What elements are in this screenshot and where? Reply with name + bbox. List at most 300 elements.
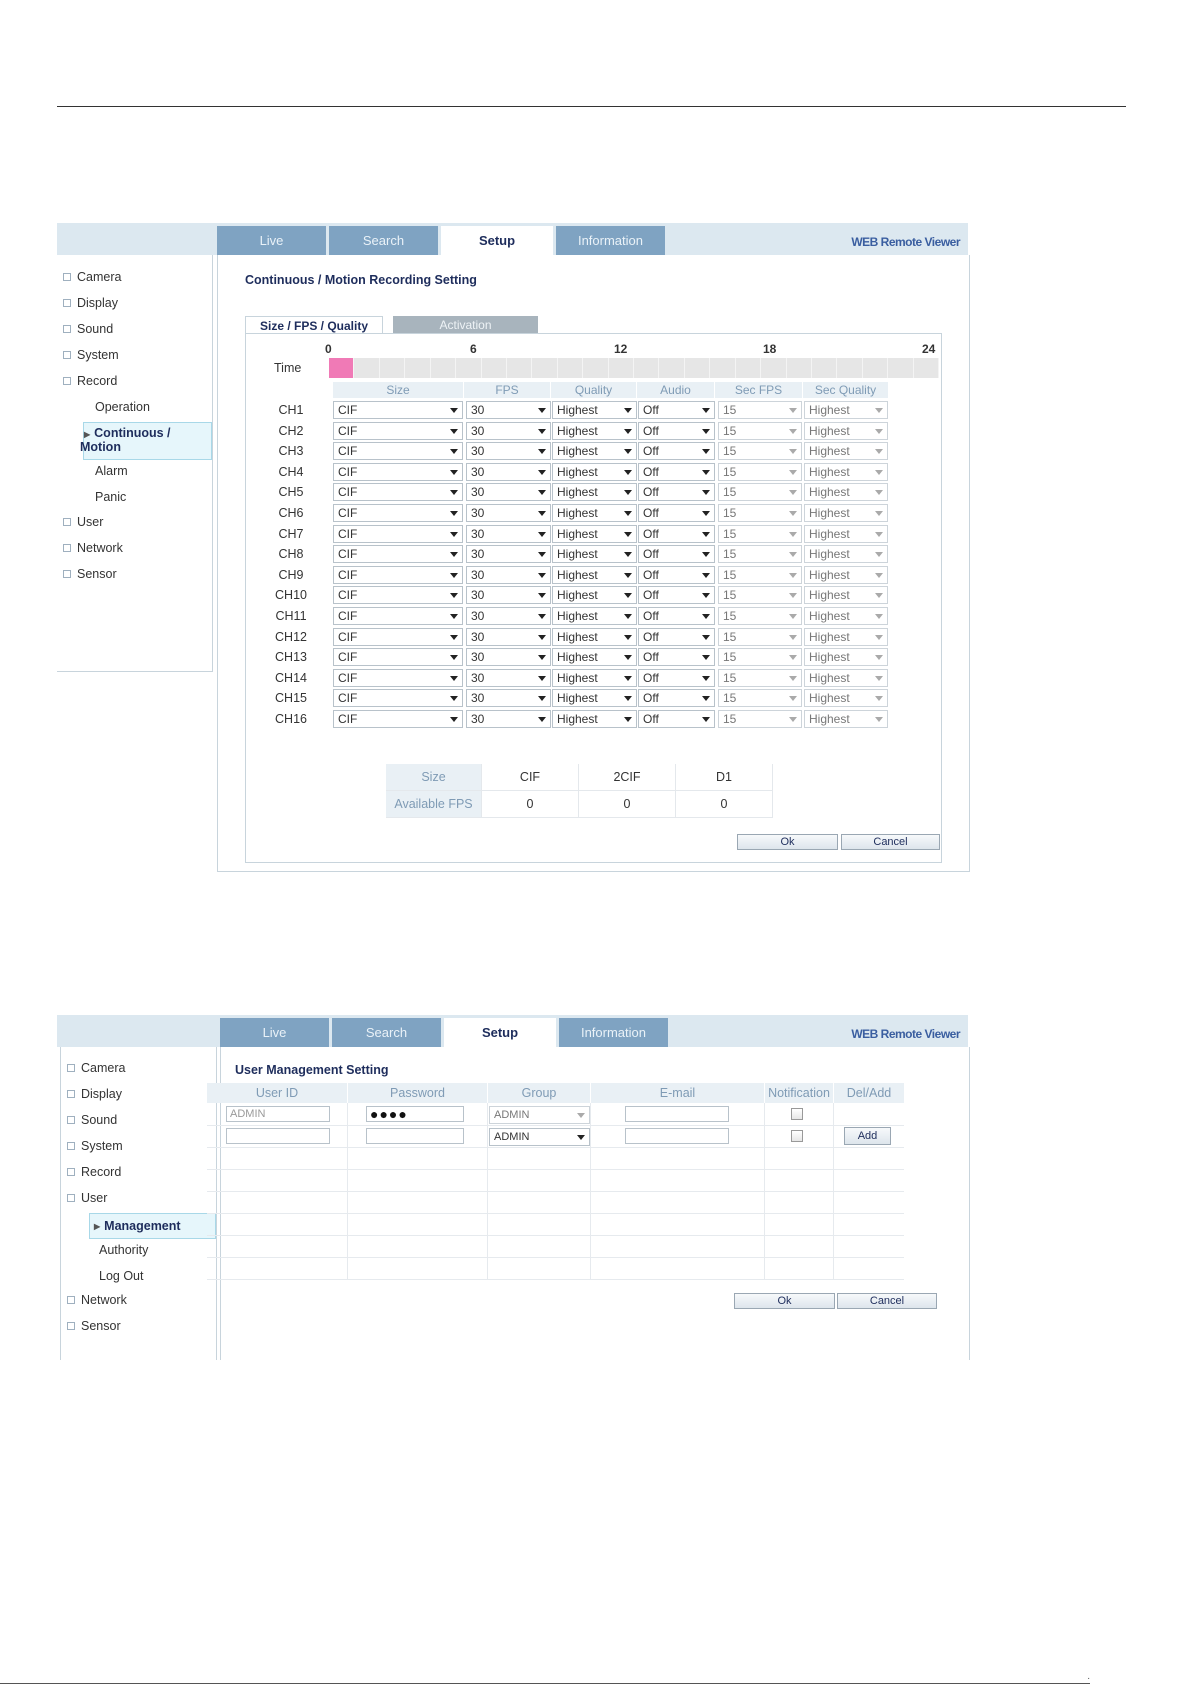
quality-select[interactable]	[552, 669, 637, 687]
quality-select[interactable]	[552, 442, 637, 460]
quality-select[interactable]	[552, 607, 637, 625]
subtab-activation[interactable]: Activation	[393, 316, 538, 333]
audio-select[interactable]	[638, 483, 715, 501]
fps-select[interactable]	[466, 607, 551, 625]
dropdown-arrow-icon	[450, 470, 458, 475]
tab-setup[interactable]: Setup	[441, 226, 553, 255]
sec-quality-select[interactable]	[804, 422, 888, 440]
audio-select[interactable]	[638, 525, 715, 543]
table-row	[207, 1192, 904, 1214]
column-header-sec-quality: Sec Quality	[803, 382, 888, 398]
select-value: Highest	[809, 403, 850, 417]
select-value: ADMIN	[494, 1131, 530, 1143]
sidebar-item-sound[interactable]	[63, 322, 113, 336]
fps-select[interactable]	[466, 504, 551, 522]
sidebar-item-user[interactable]	[63, 515, 103, 529]
dropdown-arrow-icon	[702, 552, 710, 557]
timeline-hour-cell[interactable]	[431, 358, 456, 378]
tab-search[interactable]: Search	[332, 1018, 441, 1047]
sidebar-item-network[interactable]	[63, 541, 123, 555]
quality-select[interactable]	[552, 401, 637, 419]
timeline-hour-cell[interactable]	[761, 358, 786, 378]
timeline-hour-cell[interactable]	[507, 358, 532, 378]
channel-label: CH5	[278, 485, 304, 500]
password-field[interactable]: ●●●●	[366, 1106, 464, 1122]
select-value: Highest	[557, 650, 598, 665]
fps-available-value: 0	[579, 791, 676, 818]
sidebar-item-camera[interactable]	[67, 1061, 125, 1075]
select-value: Off	[643, 464, 659, 479]
sec-quality-select[interactable]	[804, 628, 888, 646]
sec-fps-select[interactable]	[718, 525, 802, 543]
sec-quality-select[interactable]	[804, 669, 888, 687]
timeline-hour-cell[interactable]	[354, 358, 379, 378]
cancel-button[interactable]: Cancel	[837, 1293, 937, 1309]
size-select[interactable]	[333, 628, 463, 646]
select-value: Highest	[809, 567, 850, 582]
dropdown-arrow-icon	[624, 593, 632, 598]
sec-quality-select[interactable]	[804, 689, 888, 707]
timeline-hour-cell[interactable]	[583, 358, 608, 378]
size-select[interactable]	[333, 689, 463, 707]
select-value: Off	[643, 423, 659, 438]
sec-quality-select[interactable]	[804, 648, 888, 666]
sec-fps-select[interactable]	[718, 483, 802, 501]
select-value: Highest	[557, 444, 598, 459]
sidebar-item-authority[interactable]: Authority	[99, 1243, 149, 1257]
tab-search[interactable]: Search	[329, 226, 438, 255]
size-select[interactable]	[333, 669, 463, 687]
select-value: 15	[723, 609, 737, 623]
dropdown-arrow-icon	[450, 429, 458, 434]
dropdown-arrow-icon	[702, 429, 710, 434]
sec-fps-select[interactable]	[718, 545, 802, 563]
page-title: User Management Setting	[235, 1063, 389, 1077]
dropdown-arrow-icon	[538, 470, 546, 475]
sec-fps-select[interactable]	[718, 710, 802, 728]
table-row	[207, 1236, 904, 1258]
size-select[interactable]	[333, 566, 463, 584]
fps-select[interactable]	[466, 628, 551, 646]
timeline-hour-cell[interactable]	[609, 358, 634, 378]
fps-size-value: D1	[676, 764, 773, 791]
dropdown-arrow-icon	[450, 490, 458, 495]
dropdown-arrow-icon	[702, 614, 710, 619]
page-bottom-rule	[0, 1683, 1090, 1684]
sec-quality-select[interactable]	[804, 525, 888, 543]
fps-select[interactable]	[466, 648, 551, 666]
sidebar-item-label: User	[77, 515, 104, 529]
dropdown-arrow-icon	[538, 532, 546, 537]
add-user-button[interactable]: Add	[844, 1127, 891, 1145]
quality-select[interactable]	[552, 422, 637, 440]
timeline-hour-cell[interactable]	[659, 358, 684, 378]
timeline-hour-cell[interactable]	[888, 358, 913, 378]
dropdown-arrow-icon	[450, 408, 458, 413]
size-select[interactable]	[333, 483, 463, 501]
select-value: Highest	[809, 444, 850, 459]
column-divider	[764, 1103, 765, 1279]
expand-icon	[63, 544, 71, 552]
timeline-hour-cell[interactable]	[482, 358, 507, 378]
sidebar-item-operation[interactable]: Operation	[95, 400, 150, 414]
tab-live[interactable]: Live	[220, 1018, 329, 1047]
group-select[interactable]	[489, 1128, 590, 1146]
timeline-hour-cell[interactable]	[710, 358, 735, 378]
timeline-hour-cell[interactable]	[456, 358, 481, 378]
sec-fps-select[interactable]	[718, 586, 802, 604]
expand-icon	[67, 1194, 75, 1202]
audio-select[interactable]	[638, 504, 715, 522]
select-value: 15	[723, 464, 737, 479]
select-value: 30	[471, 506, 485, 520]
select-value: Highest	[809, 547, 850, 562]
select-value: 30	[471, 526, 485, 541]
table-row	[207, 1148, 904, 1170]
dropdown-arrow-icon	[624, 573, 632, 578]
fps-select[interactable]	[466, 401, 551, 419]
quality-select[interactable]	[552, 689, 637, 707]
select-value: Highest	[557, 526, 598, 541]
dropdown-arrow-icon	[875, 429, 883, 434]
sidebar-item-alarm[interactable]: Alarm	[95, 464, 128, 478]
dropdown-arrow-icon	[875, 449, 883, 454]
user-id-field[interactable]: ADMIN	[226, 1106, 330, 1122]
size-select[interactable]	[333, 401, 463, 419]
select-value: CIF	[338, 588, 358, 603]
audio-select[interactable]	[638, 401, 715, 419]
timeline-hour-cell[interactable]	[837, 358, 862, 378]
tab-information[interactable]: Information	[556, 226, 665, 255]
column-header-audio: Audio	[637, 382, 714, 398]
audio-select[interactable]	[638, 710, 715, 728]
channel-label: CH1	[278, 403, 304, 417]
sec-quality-select[interactable]	[804, 463, 888, 481]
fps-select[interactable]	[466, 710, 551, 728]
select-value: Off	[643, 629, 659, 644]
audio-select[interactable]	[638, 586, 715, 604]
group-select[interactable]	[489, 1106, 590, 1124]
select-value: Highest	[809, 464, 850, 479]
timeline-hour-cell[interactable]	[736, 358, 761, 378]
sec-quality-select[interactable]	[804, 586, 888, 604]
column-header-quality: Quality	[551, 382, 636, 398]
audio-select[interactable]	[638, 607, 715, 625]
fps-select[interactable]	[466, 566, 551, 584]
select-value: Highest	[557, 547, 598, 562]
quality-select[interactable]	[552, 483, 637, 501]
tab-live[interactable]: Live	[217, 226, 326, 255]
select-value: Highest	[809, 609, 850, 623]
size-select[interactable]	[333, 463, 463, 481]
sidebar-item-display[interactable]	[67, 1087, 122, 1101]
dropdown-arrow-icon	[875, 408, 883, 413]
dropdown-arrow-icon	[450, 717, 458, 722]
audio-select[interactable]	[638, 689, 715, 707]
select-value: 15	[723, 670, 737, 685]
size-select[interactable]	[333, 525, 463, 543]
dropdown-arrow-icon	[875, 573, 883, 578]
select-value: CIF	[338, 650, 358, 665]
timeline-hour-cell[interactable]	[380, 358, 405, 378]
quality-select[interactable]	[552, 504, 637, 522]
dropdown-arrow-icon	[702, 696, 710, 701]
size-select[interactable]	[333, 545, 463, 563]
dropdown-arrow-icon	[624, 470, 632, 475]
timeline-hour-cell[interactable]	[405, 358, 430, 378]
recording-panel	[245, 333, 942, 863]
sec-quality-select[interactable]	[804, 504, 888, 522]
dropdown-arrow-icon	[875, 717, 883, 722]
ok-button[interactable]: Ok	[737, 834, 838, 850]
quality-select[interactable]	[552, 648, 637, 666]
sec-fps-select[interactable]	[718, 607, 802, 625]
channel-label: CH7	[278, 526, 304, 541]
sidebar-item-record[interactable]	[67, 1165, 121, 1179]
sec-quality-select[interactable]	[804, 401, 888, 419]
sec-fps-select[interactable]	[718, 442, 802, 460]
select-value: Off	[643, 567, 659, 582]
timeline-tick: 6	[470, 342, 477, 356]
sidebar-item-user[interactable]	[67, 1191, 107, 1205]
sidebar-item-label: Record	[77, 374, 118, 388]
select-value: 30	[471, 691, 485, 706]
audio-select[interactable]	[638, 545, 715, 563]
timeline-hour-cell[interactable]	[787, 358, 812, 378]
column-divider	[833, 1103, 834, 1279]
channel-label: CH10	[275, 588, 307, 603]
select-value: 15	[723, 485, 737, 500]
dropdown-arrow-icon	[702, 511, 710, 516]
cancel-button[interactable]: Cancel	[841, 834, 940, 850]
timeline-tick: 18	[763, 342, 777, 356]
timeline-hour-cell[interactable]	[685, 358, 710, 378]
dropdown-arrow-icon	[875, 593, 883, 598]
select-value: Off	[643, 526, 659, 541]
sec-quality-select[interactable]	[804, 545, 888, 563]
quality-select[interactable]	[552, 710, 637, 728]
password-field[interactable]	[366, 1128, 464, 1144]
dropdown-arrow-icon	[702, 676, 710, 681]
audio-select[interactable]	[638, 628, 715, 646]
sidebar-menu	[60, 1047, 217, 1360]
tab-setup[interactable]: Setup	[444, 1018, 556, 1047]
select-value: Off	[643, 403, 659, 417]
quality-select[interactable]	[552, 628, 637, 646]
sec-fps-select[interactable]	[718, 628, 802, 646]
column-header-email: E-mail	[591, 1083, 764, 1103]
fps-size-header: Size	[386, 764, 482, 791]
select-value: Highest	[809, 691, 850, 706]
dropdown-arrow-icon	[577, 1135, 585, 1140]
sidebar-item-continuous-motion[interactable]	[80, 422, 212, 460]
sidebar-item-label: Camera	[77, 270, 122, 284]
sec-fps-select[interactable]	[718, 401, 802, 419]
audio-select[interactable]	[638, 463, 715, 481]
sec-fps-select[interactable]	[718, 504, 802, 522]
content-area	[220, 1047, 970, 1360]
expand-icon	[67, 1168, 75, 1176]
sidebar-menu	[57, 255, 213, 672]
size-select[interactable]	[333, 442, 463, 460]
timeline-hour-cell[interactable]	[329, 358, 354, 378]
size-select[interactable]	[333, 586, 463, 604]
timeline-hour-cell[interactable]	[558, 358, 583, 378]
dropdown-arrow-icon	[789, 573, 797, 578]
sidebar-item-record[interactable]	[63, 374, 117, 388]
timeline-hour-cell[interactable]	[634, 358, 659, 378]
tab-information[interactable]: Information	[559, 1018, 668, 1047]
select-value: Highest	[557, 423, 598, 438]
fps-select[interactable]	[466, 422, 551, 440]
dropdown-arrow-icon	[450, 532, 458, 537]
sec-quality-select[interactable]	[804, 442, 888, 460]
dropdown-arrow-icon	[624, 655, 632, 660]
channel-label: CH12	[275, 629, 307, 644]
sec-fps-select[interactable]	[718, 648, 802, 666]
sidebar-item-system[interactable]	[67, 1139, 123, 1153]
select-value: Highest	[809, 485, 850, 500]
sec-quality-select[interactable]	[804, 607, 888, 625]
column-header-sec-fps: Sec FPS	[715, 382, 802, 398]
email-field[interactable]	[625, 1128, 729, 1144]
select-value: 30	[471, 444, 485, 459]
size-select[interactable]	[333, 648, 463, 666]
sidebar-item-label: Network	[77, 541, 123, 555]
dropdown-arrow-icon	[789, 614, 797, 619]
select-value: 30	[471, 609, 485, 623]
audio-select[interactable]	[638, 648, 715, 666]
sec-fps-select[interactable]	[718, 463, 802, 481]
select-value: Off	[643, 670, 659, 685]
select-value: Off	[643, 506, 659, 520]
audio-select[interactable]	[638, 566, 715, 584]
audio-select[interactable]	[638, 442, 715, 460]
user-id-field[interactable]	[226, 1128, 330, 1144]
sidebar-item-camera[interactable]	[63, 270, 121, 284]
expand-icon	[63, 377, 71, 385]
quality-select[interactable]	[552, 525, 637, 543]
dropdown-arrow-icon	[789, 552, 797, 557]
select-value: Highest	[557, 403, 598, 417]
select-value: Highest	[557, 506, 598, 520]
sidebar-item-label: Display	[77, 296, 118, 310]
timeline-hour-cell[interactable]	[863, 358, 888, 378]
select-value: Highest	[557, 567, 598, 582]
sidebar-item-label: Display	[81, 1087, 122, 1101]
audio-select[interactable]	[638, 669, 715, 687]
select-value: Off	[643, 485, 659, 500]
size-select[interactable]	[333, 710, 463, 728]
sidebar-item-display[interactable]	[63, 296, 118, 310]
quality-select[interactable]	[552, 566, 637, 584]
fps-select[interactable]	[466, 525, 551, 543]
channel-label: CH3	[278, 444, 304, 459]
select-value: Highest	[557, 464, 598, 479]
sidebar-item-sound[interactable]	[67, 1113, 117, 1127]
dropdown-arrow-icon	[450, 593, 458, 598]
notification-checkbox[interactable]	[791, 1130, 803, 1142]
select-value: Highest	[557, 629, 598, 644]
select-value: 30	[471, 567, 485, 582]
timeline-hour-cell[interactable]	[812, 358, 837, 378]
dropdown-arrow-icon	[624, 408, 632, 413]
subtab-size-fps-quality[interactable]: Size / FPS / Quality	[245, 316, 383, 334]
sidebar-item-sensor[interactable]	[63, 567, 117, 581]
select-value: 30	[471, 650, 485, 665]
timeline-bar[interactable]	[329, 358, 939, 378]
channel-label: CH13	[275, 650, 307, 665]
select-value: 30	[471, 485, 485, 500]
sec-quality-select[interactable]	[804, 483, 888, 501]
fps-select[interactable]	[466, 586, 551, 604]
sidebar-item-network[interactable]	[67, 1293, 127, 1307]
timeline-hour-cell[interactable]	[914, 358, 939, 378]
sidebar-item-management[interactable]	[89, 1213, 216, 1239]
fps-select[interactable]	[466, 463, 551, 481]
size-select[interactable]	[333, 504, 463, 522]
sec-fps-select[interactable]	[718, 669, 802, 687]
select-value: Off	[643, 712, 659, 726]
select-value: 30	[471, 423, 485, 438]
notification-checkbox[interactable]	[791, 1108, 803, 1120]
dropdown-arrow-icon	[789, 511, 797, 516]
email-field[interactable]	[625, 1106, 729, 1122]
dropdown-arrow-icon	[789, 532, 797, 537]
expand-icon	[63, 273, 71, 281]
timeline-tick: 0	[325, 342, 332, 356]
table-row	[207, 1258, 904, 1280]
fps-select[interactable]	[466, 689, 551, 707]
sec-fps-select[interactable]	[718, 566, 802, 584]
dropdown-arrow-icon	[875, 470, 883, 475]
dropdown-arrow-icon	[538, 552, 546, 557]
select-value: CIF	[338, 403, 358, 417]
fps-select[interactable]	[466, 669, 551, 687]
sec-fps-select[interactable]	[718, 689, 802, 707]
sec-fps-select[interactable]	[718, 422, 802, 440]
dropdown-arrow-icon	[538, 614, 546, 619]
fps-select[interactable]	[466, 442, 551, 460]
timeline-hour-cell[interactable]	[532, 358, 557, 378]
user-management-screen	[57, 1015, 968, 1360]
expand-icon	[63, 518, 71, 526]
size-select[interactable]	[333, 422, 463, 440]
table-row	[207, 1214, 904, 1236]
audio-select[interactable]	[638, 422, 715, 440]
sidebar-item-sensor[interactable]	[67, 1319, 121, 1333]
sidebar-item-log-out[interactable]: Log Out	[99, 1269, 144, 1283]
fps-select[interactable]	[466, 545, 551, 563]
expand-icon	[63, 351, 71, 359]
quality-select[interactable]	[552, 463, 637, 481]
select-value: Highest	[809, 650, 850, 665]
quality-select[interactable]	[552, 545, 637, 563]
select-value: Off	[643, 547, 659, 562]
dropdown-arrow-icon	[538, 635, 546, 640]
sidebar-item-system[interactable]	[63, 348, 119, 362]
select-value: CIF	[338, 526, 358, 541]
size-select[interactable]	[333, 607, 463, 625]
sidebar-item-label: Sound	[77, 322, 114, 336]
fps-select[interactable]	[466, 483, 551, 501]
sec-quality-select[interactable]	[804, 710, 888, 728]
sec-quality-select[interactable]	[804, 566, 888, 584]
select-value: CIF	[338, 547, 358, 562]
sidebar-item-panic[interactable]: Panic	[95, 490, 127, 504]
ok-button[interactable]: Ok	[734, 1293, 835, 1309]
quality-select[interactable]	[552, 586, 637, 604]
